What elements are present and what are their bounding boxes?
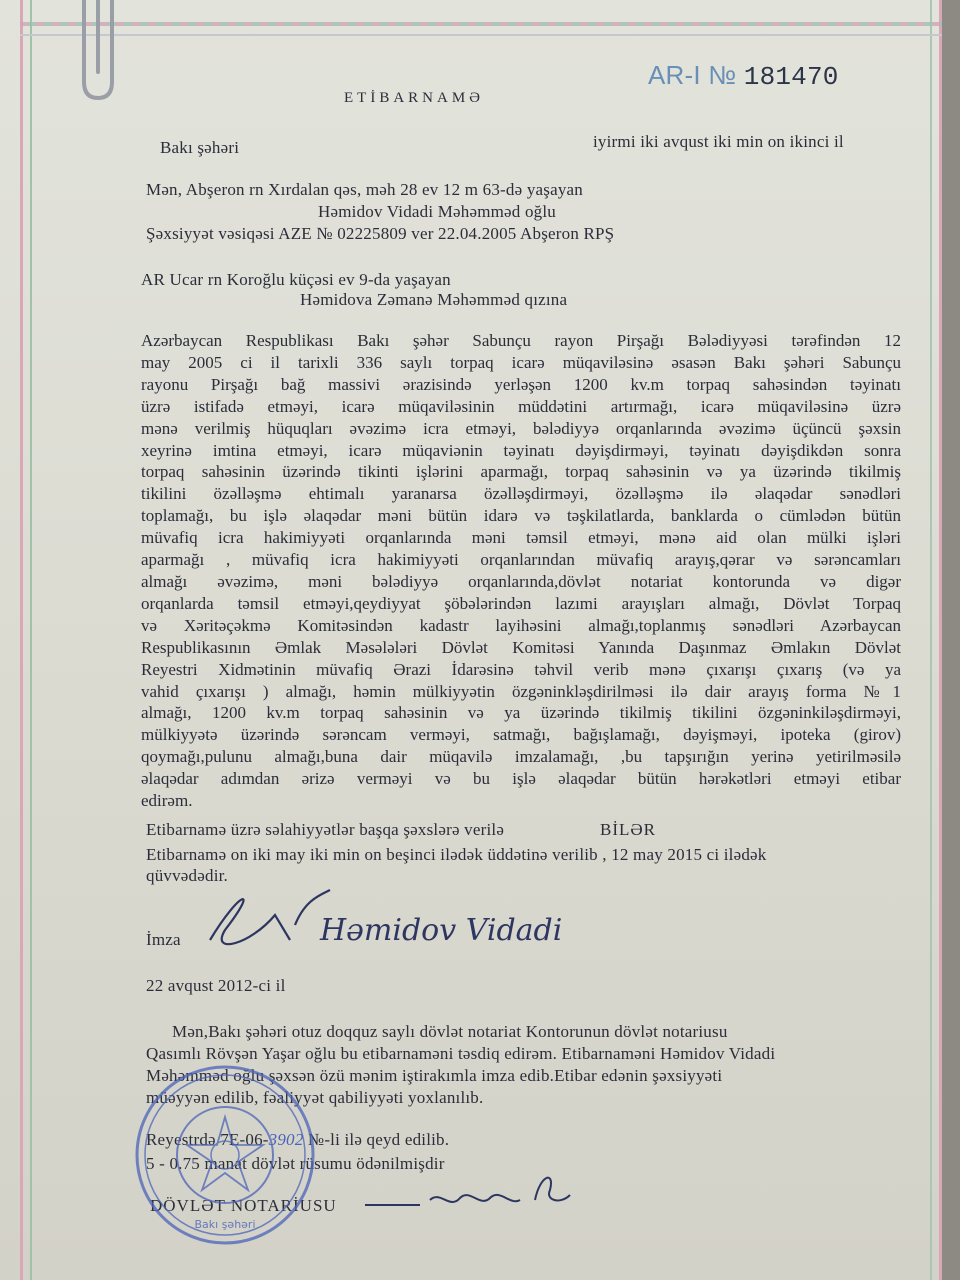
security-strip xyxy=(20,22,942,26)
validity-line: qüvvədədir. xyxy=(146,866,228,885)
body-line: tikilini özəlləşmə ehtimalı yaranarsa özəlləşdirməyi, özəlləşmə ilə əlaqədar sənədləri xyxy=(141,484,901,504)
body-line: qoymağı,pulunu almağı,buna dair müqavilə imzalamağı, ,bu tapşırığın yerinə yetirilməsilə xyxy=(141,747,901,767)
substitution-flag: BİLƏR xyxy=(600,820,656,839)
notary-line: Məhəmməd oğlu şəxsən özü mənim iştirakımla imza edib.Etibar edənin şəxsiyyəti xyxy=(146,1066,723,1085)
notary-line: müəyyən edilib, fəaliyyət qabiliyyəti yoxlanılıb. xyxy=(146,1088,484,1107)
body-line: orqanlarda təmsil etməyi,qeydiyyat şöbələrindən lazımi arayışları almağı, Dövlət Torpaq xyxy=(141,593,901,613)
body-line: Respublikasının Əmlak Məsələləri Dövlət Komitəsi Yanında Daşınmaz Əmlakın Dövlət xyxy=(141,637,901,657)
notary-signature xyxy=(360,1170,580,1220)
signature-label: İmza xyxy=(146,930,181,949)
principal-signature xyxy=(180,885,650,965)
paper-clip-icon xyxy=(64,0,126,108)
signature-handwriting: Həmidov Vidadi xyxy=(320,913,563,948)
body-line: almağı, 1200 kv.m torpaq sahəsinin və ya üzərində tikilmiş tikilini özgəninkiləşdirməyi, xyxy=(141,703,901,723)
body-line: almağı əvəzimə, məni bələdiyyə orqanlarında,dövlət notariat kontorunda və digər xyxy=(141,571,901,591)
seal-city: Bakı şəhəri xyxy=(194,1218,256,1231)
body-line: Reyestri Xidmətinin müvafiq Ərazi İdarəsinə təhvil verib mənə çıxarışı çıxarış (və ya xyxy=(141,659,901,679)
notary-seal xyxy=(130,1060,320,1250)
registry-suffix: №-li ilə qeyd edilib. xyxy=(307,1130,450,1149)
agent-name: Həmidova Zəmanə Məhəmməd qızına xyxy=(300,290,568,309)
registry-prefix: Reyestrdə 7Е-06- xyxy=(146,1130,269,1149)
place: Bakı şəhəri xyxy=(160,138,240,157)
body-line: aparmağı , müvafiq icra hakimiyyəti orqanlarından müvafiq arayış,qərar və sərəncamları xyxy=(141,550,901,570)
signature-date: 22 avqust 2012-ci il xyxy=(146,976,286,995)
body-line: xeyrinə imtina etməyi, icarə müqaviənin təyinatı dəyişdirməyi, təyinatı dəyişdikdən sonra xyxy=(141,440,901,460)
body-line: üzrə istifadə etməyi, icarə müqaviləsinin müddətini artırmağı, icarə müqaviləsinə üzrə xyxy=(141,396,901,416)
serial-digits: 181470 xyxy=(743,62,839,92)
security-line xyxy=(20,34,942,36)
principal-name: Həmidov Vidadi Məhəmməd oğlu xyxy=(318,202,556,221)
body-line: əlaqədar adımdan ərizə verməyi və bu işlə əlaqədar bütün hərəkətləri etməyi etibar xyxy=(141,769,901,789)
body-line: torpaq sahəsinin üzərində tikinti işlərini aparmağı, torpaq sahəsinin və ya üzərində tikilmiş xyxy=(141,462,901,482)
body-line: may 2005 ci il tarixli 336 saylı torpaq icarə müqaviləsinə əsasən Bakı şəhəri Sabunçu xyxy=(141,352,901,372)
background-edge xyxy=(942,0,960,1280)
body-line: mülkiyyətə üzərində sərəncam verməyi, satmağı, bağışlamağı, dəyişməyi, ipoteka (girov) xyxy=(141,725,901,745)
body-line: vahid çıxarışı ) almağı, həmin mülkiyyətin özgəninkləşdirilməsi ilə dair arayış forma №1 xyxy=(141,681,901,701)
power-of-attorney-body xyxy=(141,330,901,812)
body-line: rayonu Pirşağı bağ massivi ərazisində yerləşən 1200 kv.m torpaq sahəsindən təyinatı xyxy=(141,374,901,394)
body-line: Azərbaycan Respublikası Bakı şəhər Sabunçu rayon Pirşağı Bələdiyyəsi tərəfindən 12 xyxy=(141,331,901,350)
state-fee-line: 5 - 0.75 manat dövlət rüsumu ödənilmişdir xyxy=(146,1154,445,1173)
body-line: və Xəritəçəkmə Komitəsindən kadastr layihəsini almağı,toplanmış sənədləri Azərbaycan xyxy=(141,615,901,635)
substitution-text: Etibarnamə üzrə səlahiyyətlər başqa şəxslərə verilə xyxy=(146,820,505,839)
agent-address: AR Ucar rn Koroğlu küçəsi ev 9-da yaşayan xyxy=(141,270,451,289)
validity-line: Etibarnamə on iki may iki min on beşinci ilədək üddətinə verilib , 12 may 2015 ci ilədək xyxy=(146,845,767,864)
document-title: ETİBARNAMƏ xyxy=(344,90,484,106)
principal-address: Mən, Abşeron rn Xırdalan qəs, məh 28 ev 12 m 63-də yaşayan xyxy=(146,180,583,199)
body-line: edirəm. xyxy=(141,791,193,811)
serial-prefix: AR-I № xyxy=(648,60,737,90)
body-line: toplamağı, bu işlə əlaqədar məni bütün idarə və təşkilatlarda, banklarda o cümlədən bütün xyxy=(141,506,901,526)
notary-line: Qasımlı Rövşən Yaşar oğlu bu etibarnaməni təsdiq edirəm. Etibarnaməni Həmidov Vidadi xyxy=(146,1044,776,1063)
serial-number xyxy=(648,60,839,92)
registry-number: 3902 xyxy=(268,1130,304,1149)
notary-title: DÖVLƏT NOTARİUSU xyxy=(150,1196,337,1215)
body-line: mənə verilmiş hüquqları əvəzimə icra etməyi, bələdiyyə orqanlarında əvəzimə üçüncü şəxsin xyxy=(141,418,901,438)
notary-line: Mən,Bakı şəhəri otuz doqquz saylı dövlət notariat Kontorunun dövlət notariusu xyxy=(172,1022,728,1041)
body-line: müvafiq icra hakimiyyəti orqanlarında məni təmsil etməyi, mənə aid olan mülki işləri xyxy=(141,528,901,548)
principal-id: Şəxsiyyət vəsiqəsi AZE № 02225809 ver 22.04.2005 Abşeron RPŞ xyxy=(146,224,615,243)
issue-date-words: iyirmi iki avqust iki min on ikinci il xyxy=(593,132,844,151)
